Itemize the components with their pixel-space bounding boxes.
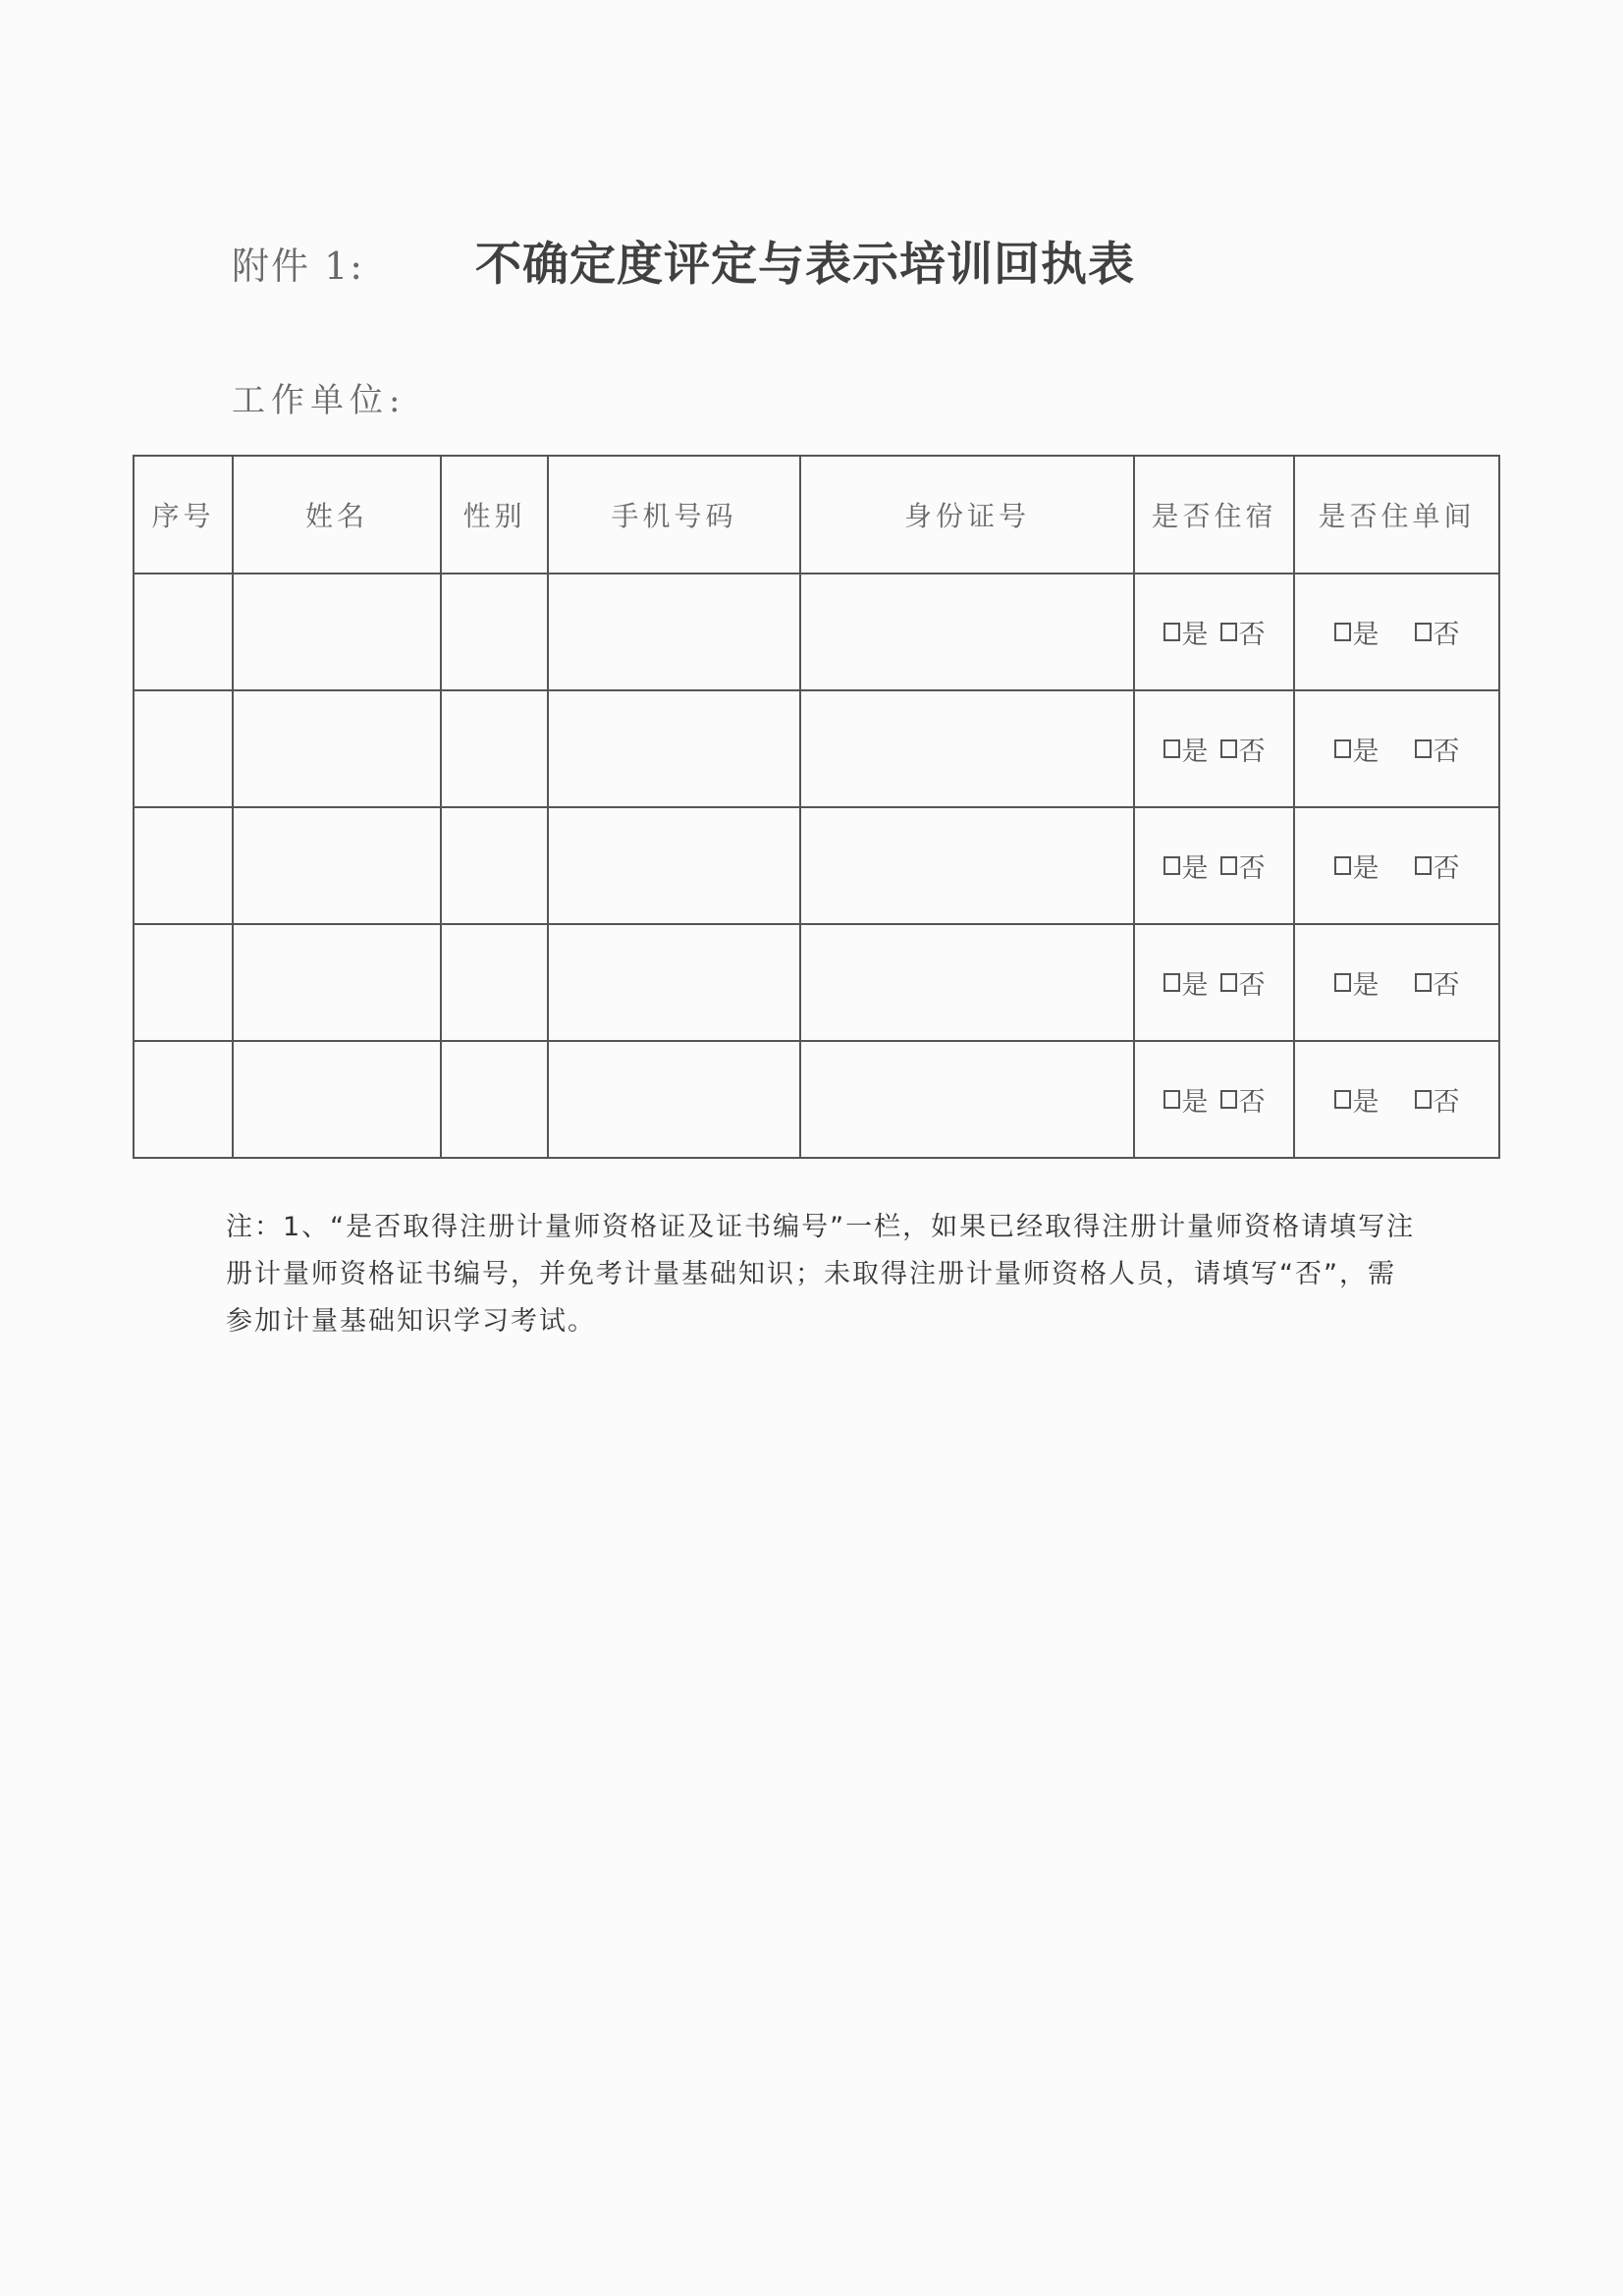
checkbox-icon[interactable] bbox=[1334, 739, 1351, 758]
footnote-line: 参加计量基础知识学习考试。 bbox=[226, 1306, 596, 1337]
cell-gender[interactable] bbox=[441, 574, 548, 690]
table-row bbox=[134, 574, 1499, 690]
checkbox-icon[interactable] bbox=[1334, 856, 1351, 875]
cell-name[interactable] bbox=[233, 690, 441, 807]
no-option[interactable] bbox=[1220, 963, 1266, 1002]
header-gender: 性别 bbox=[441, 456, 548, 574]
option-label: 否 bbox=[1433, 737, 1460, 767]
option-label: 否 bbox=[1238, 853, 1266, 884]
yes-option[interactable] bbox=[1334, 847, 1380, 885]
checkbox-icon[interactable] bbox=[1220, 856, 1237, 875]
option-label: 否 bbox=[1238, 1087, 1266, 1118]
yes-option[interactable] bbox=[1334, 730, 1380, 768]
no-option[interactable] bbox=[1220, 730, 1266, 768]
option-label: 是 bbox=[1181, 620, 1209, 650]
cell-phone[interactable] bbox=[548, 574, 800, 690]
yes-option[interactable] bbox=[1163, 963, 1209, 1002]
checkbox-icon[interactable] bbox=[1220, 973, 1237, 992]
checkbox-icon[interactable] bbox=[1334, 623, 1351, 641]
checkbox-icon[interactable] bbox=[1415, 1090, 1432, 1109]
cell-single-room bbox=[1294, 807, 1499, 924]
cell-accommodation bbox=[1134, 1041, 1294, 1158]
cell-id-number[interactable] bbox=[800, 690, 1134, 807]
yes-option[interactable] bbox=[1334, 613, 1380, 651]
option-label: 否 bbox=[1238, 737, 1266, 767]
cell-accommodation bbox=[1134, 924, 1294, 1041]
no-option[interactable] bbox=[1415, 1080, 1460, 1119]
header-id-number: 身份证号 bbox=[800, 456, 1134, 574]
no-option[interactable] bbox=[1415, 730, 1460, 768]
checkbox-icon[interactable] bbox=[1220, 739, 1237, 758]
cell-name[interactable] bbox=[233, 807, 441, 924]
checkbox-icon[interactable] bbox=[1334, 1090, 1351, 1109]
no-option[interactable] bbox=[1415, 963, 1460, 1002]
option-label: 是 bbox=[1352, 620, 1380, 650]
table-row bbox=[134, 807, 1499, 924]
cell-name[interactable] bbox=[233, 924, 441, 1041]
header-phone: 手机号码 bbox=[548, 456, 800, 574]
cell-id-number[interactable] bbox=[800, 574, 1134, 690]
checkbox-icon[interactable] bbox=[1163, 973, 1180, 992]
cell-index[interactable] bbox=[134, 807, 233, 924]
work-unit-label: 工作单位: bbox=[232, 381, 406, 420]
cell-index[interactable] bbox=[134, 1041, 233, 1158]
no-option[interactable] bbox=[1220, 613, 1266, 651]
checkbox-icon[interactable] bbox=[1220, 1090, 1237, 1109]
checkbox-icon[interactable] bbox=[1163, 856, 1180, 875]
checkbox-icon[interactable] bbox=[1415, 739, 1432, 758]
cell-gender[interactable] bbox=[441, 1041, 548, 1158]
header-accommodation: 是否住宿 bbox=[1134, 456, 1294, 574]
cell-single-room bbox=[1294, 924, 1499, 1041]
cell-name[interactable] bbox=[233, 1041, 441, 1158]
table-row bbox=[134, 1041, 1499, 1158]
document-title: 不确定度评定与表示培训回执表 bbox=[475, 238, 1135, 292]
cell-accommodation bbox=[1134, 807, 1294, 924]
table-row bbox=[134, 690, 1499, 807]
footnote-line: 注：1、“是否取得注册计量师资格证及证书编号”一栏，如果已经取得注册计量师资格请填写注 bbox=[226, 1212, 1416, 1242]
header-single-room: 是否住单间 bbox=[1294, 456, 1499, 574]
header-index: 序号 bbox=[134, 456, 233, 574]
checkbox-icon[interactable] bbox=[1415, 973, 1432, 992]
option-label: 否 bbox=[1433, 853, 1460, 884]
cell-phone[interactable] bbox=[548, 1041, 800, 1158]
checkbox-icon[interactable] bbox=[1415, 623, 1432, 641]
cell-gender[interactable] bbox=[441, 924, 548, 1041]
cell-phone[interactable] bbox=[548, 807, 800, 924]
registration-table bbox=[133, 455, 1500, 1159]
checkbox-icon[interactable] bbox=[1334, 973, 1351, 992]
option-label: 是 bbox=[1181, 1087, 1209, 1118]
yes-option[interactable] bbox=[1163, 847, 1209, 885]
cell-index[interactable] bbox=[134, 924, 233, 1041]
cell-id-number[interactable] bbox=[800, 807, 1134, 924]
cell-single-room bbox=[1294, 1041, 1499, 1158]
checkbox-icon[interactable] bbox=[1415, 856, 1432, 875]
option-label: 否 bbox=[1433, 1087, 1460, 1118]
cell-gender[interactable] bbox=[441, 807, 548, 924]
footnote-line: 册计量师资格证书编号，并免考计量基础知识；未取得注册计量师资格人员，请填写“否”，需 bbox=[226, 1259, 1396, 1289]
yes-option[interactable] bbox=[1163, 730, 1209, 768]
yes-option[interactable] bbox=[1163, 613, 1209, 651]
option-label: 是 bbox=[1181, 737, 1209, 767]
checkbox-icon[interactable] bbox=[1220, 623, 1237, 641]
option-label: 是 bbox=[1352, 853, 1380, 884]
option-label: 是 bbox=[1352, 970, 1380, 1001]
cell-phone[interactable] bbox=[548, 690, 800, 807]
cell-accommodation bbox=[1134, 690, 1294, 807]
option-label: 是 bbox=[1352, 1087, 1380, 1118]
option-label: 是 bbox=[1352, 737, 1380, 767]
checkbox-icon[interactable] bbox=[1163, 623, 1180, 641]
cell-phone[interactable] bbox=[548, 924, 800, 1041]
cell-index[interactable] bbox=[134, 574, 233, 690]
no-option[interactable] bbox=[1415, 613, 1460, 651]
option-label: 否 bbox=[1238, 970, 1266, 1001]
footnote bbox=[226, 1204, 1434, 1345]
cell-single-room bbox=[1294, 574, 1499, 690]
cell-id-number[interactable] bbox=[800, 1041, 1134, 1158]
checkbox-icon[interactable] bbox=[1163, 1090, 1180, 1109]
option-label: 否 bbox=[1433, 620, 1460, 650]
table-row bbox=[134, 924, 1499, 1041]
no-option[interactable] bbox=[1415, 847, 1460, 885]
table-header-row bbox=[134, 456, 1499, 574]
option-label: 是 bbox=[1181, 853, 1209, 884]
checkbox-icon[interactable] bbox=[1163, 739, 1180, 758]
option-label: 否 bbox=[1433, 970, 1460, 1001]
yes-option[interactable] bbox=[1163, 1080, 1209, 1119]
cell-gender[interactable] bbox=[441, 690, 548, 807]
yes-option[interactable] bbox=[1334, 963, 1380, 1002]
header-name: 姓名 bbox=[233, 456, 441, 574]
cell-index[interactable] bbox=[134, 690, 233, 807]
no-option[interactable] bbox=[1220, 1080, 1266, 1119]
attachment-label: 附件 1: bbox=[232, 245, 365, 288]
cell-name[interactable] bbox=[233, 574, 441, 690]
cell-single-room bbox=[1294, 690, 1499, 807]
cell-accommodation bbox=[1134, 574, 1294, 690]
option-label: 是 bbox=[1181, 970, 1209, 1001]
no-option[interactable] bbox=[1220, 847, 1266, 885]
document-header bbox=[232, 228, 1508, 292]
option-label: 否 bbox=[1238, 620, 1266, 650]
yes-option[interactable] bbox=[1334, 1080, 1380, 1119]
cell-id-number[interactable] bbox=[800, 924, 1134, 1041]
